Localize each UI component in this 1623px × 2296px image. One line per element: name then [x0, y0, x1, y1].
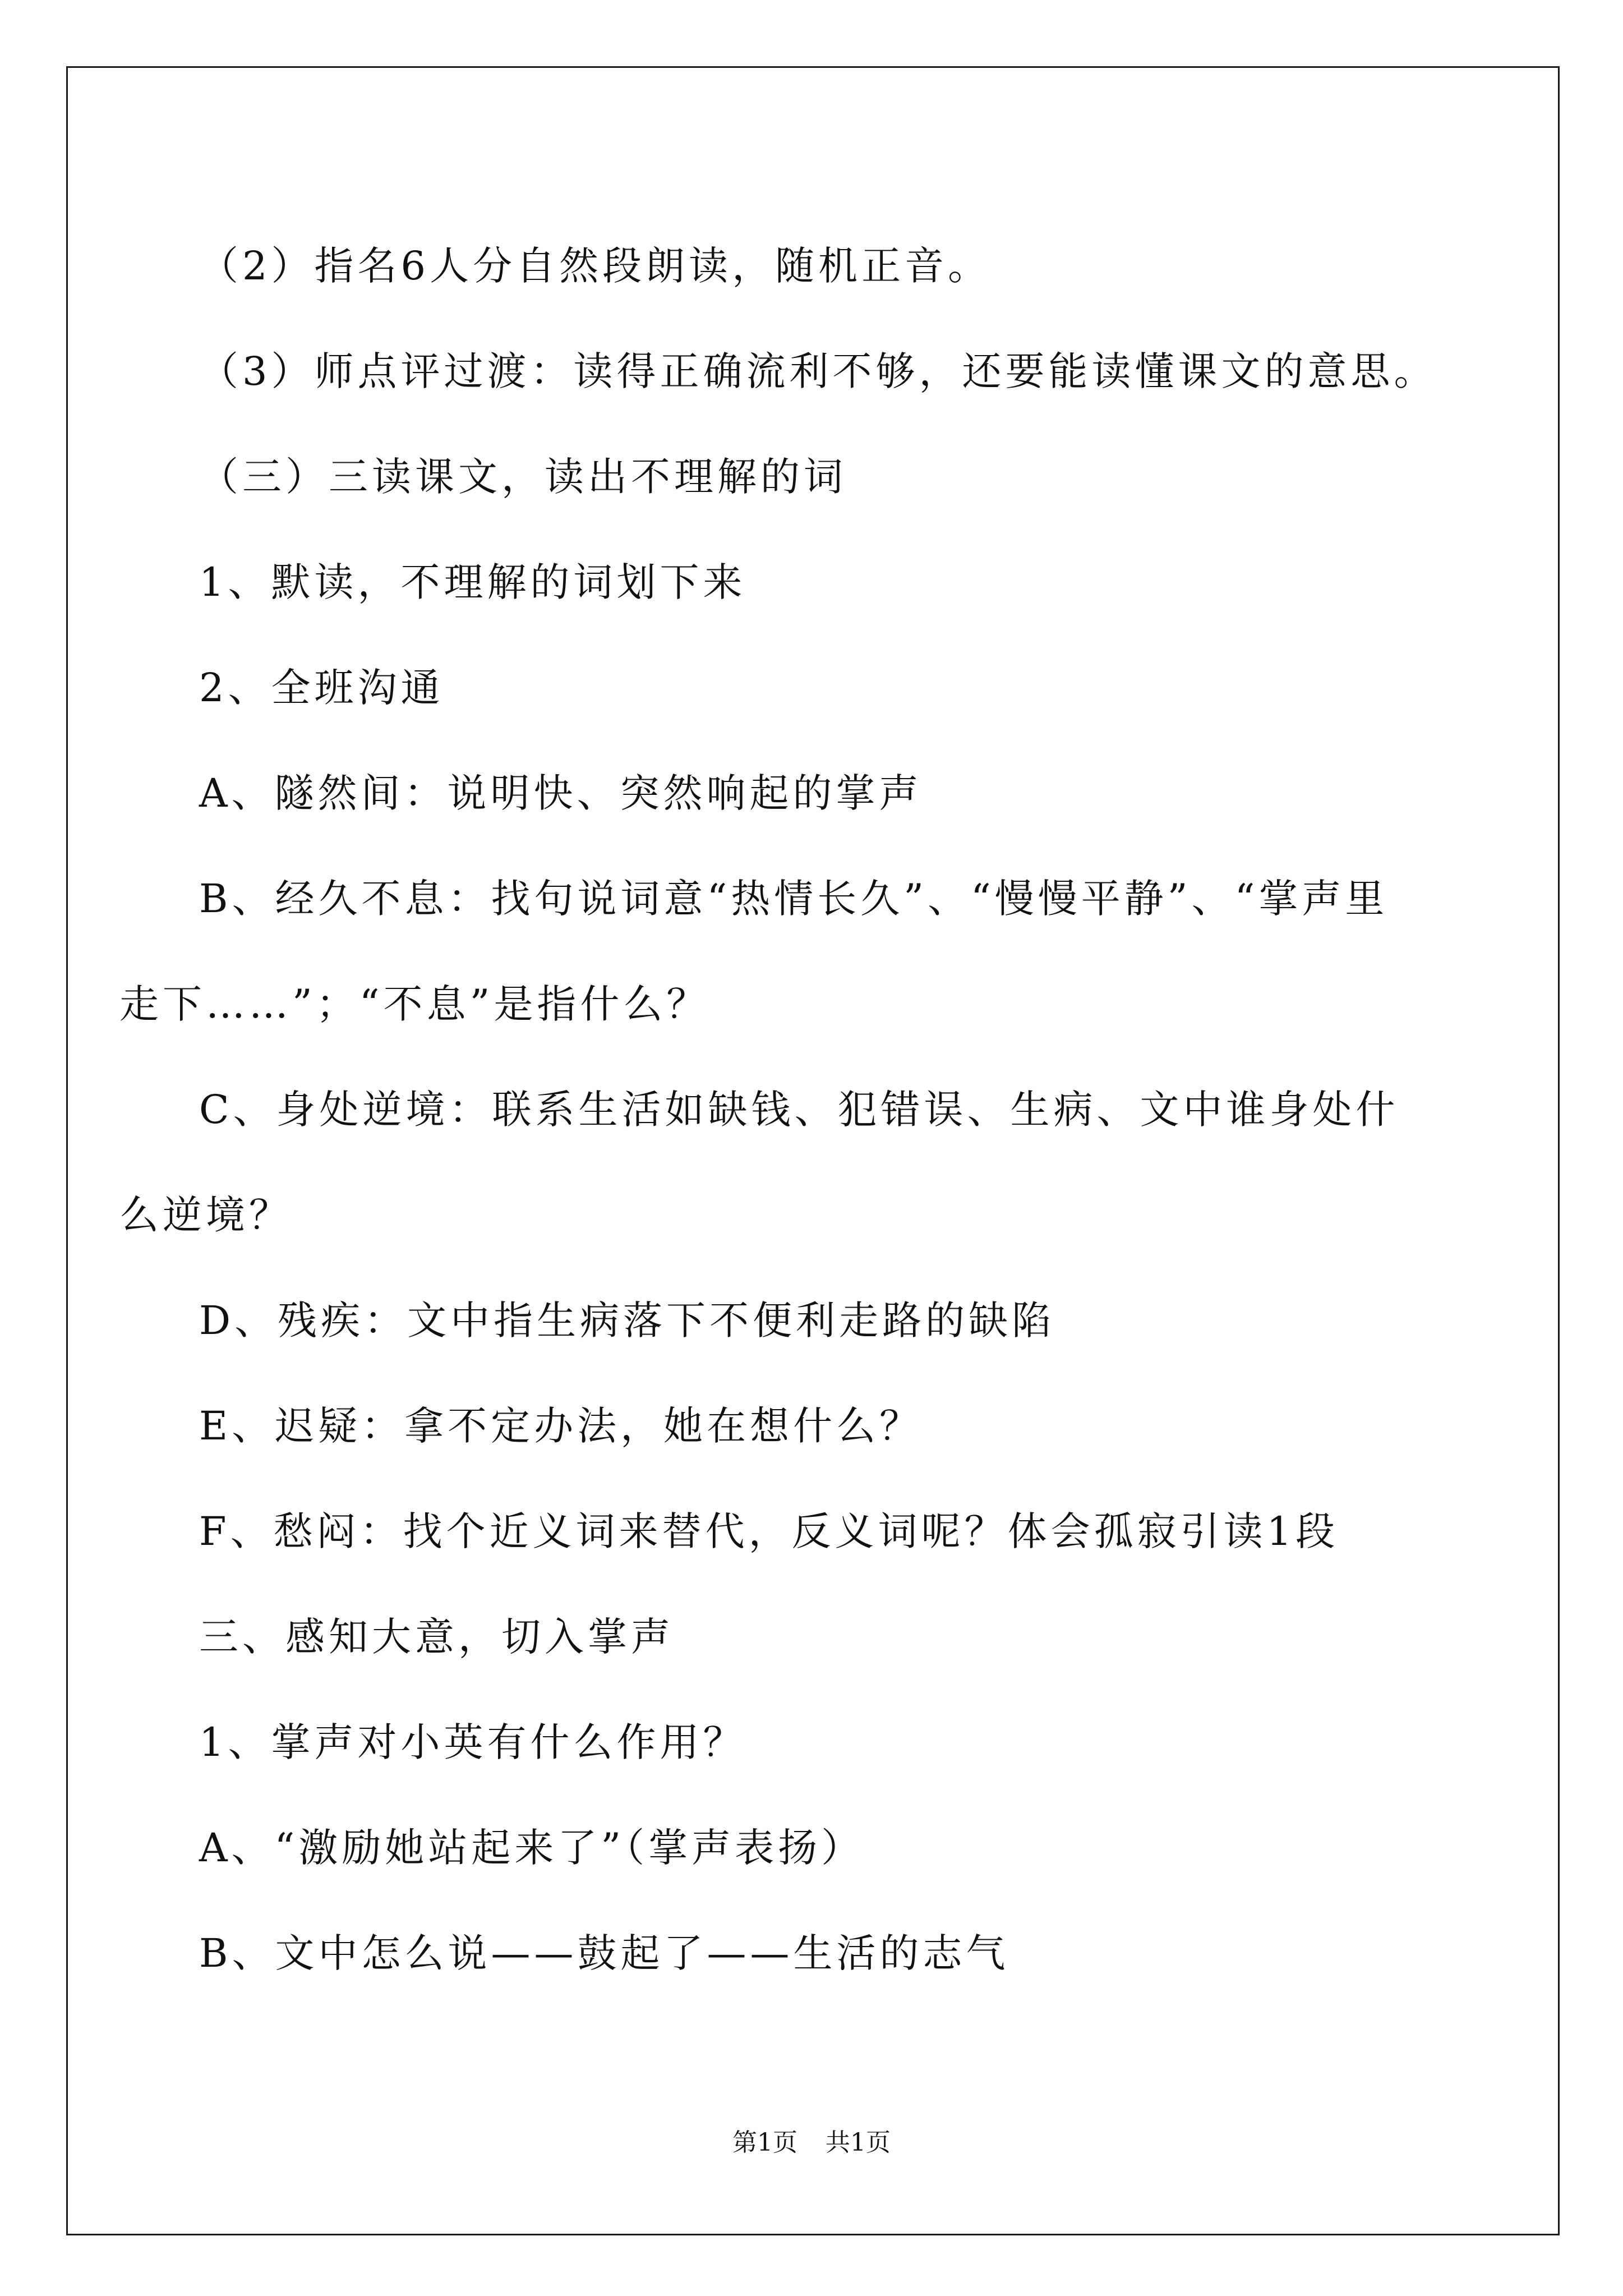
- paragraph: B、经久不息：找句说词意“热情长久”、“慢慢平静”、“掌声里走下……”；“不息”是指什么？: [119, 876, 1389, 1027]
- paragraph: 1、掌声对小英有什么作用？: [199, 1719, 746, 1765]
- paragraph: E、迟疑：拿不定办法，她在想什么？: [199, 1403, 923, 1449]
- paragraph: （3）师点评过渡：读得正确流利不够，还要能读懂课文的意思。: [199, 348, 1437, 394]
- document-body: [119, 213, 1495, 2006]
- page-footer: [0, 2126, 1623, 2160]
- paragraph: 2、全班沟通: [199, 665, 444, 711]
- paragraph: C、身处逆境：联系生活如缺钱、犯错误、生病、文中谁身处什么逆境？: [119, 1087, 1399, 1238]
- paragraph: F、愁闷：找个近义词来替代，反义词呢？体会孤寂引读1段: [199, 1508, 1339, 1554]
- paragraph: B、文中怎么说——鼓起了——生活的志气: [199, 1930, 1009, 1976]
- paragraph: （三）三读课文，读出不理解的词: [199, 454, 847, 500]
- paragraph: A、“激励她站起来了”（掌声表扬）: [199, 1825, 865, 1871]
- paragraph: 1、默读，不理解的词划下来: [199, 559, 746, 605]
- paragraph: D、残疾：文中指生病落下不便利走路的缺陷: [199, 1297, 1055, 1343]
- page-number-total: 共1页: [826, 2128, 891, 2157]
- paragraph: 三、感知大意，切入掌声: [199, 1614, 674, 1660]
- page-number-current: 第1页: [732, 2128, 797, 2157]
- paragraph: （2）指名6人分自然段朗读，随机正音。: [199, 243, 992, 289]
- paragraph: A、隧然间：说明快、突然响起的掌声: [199, 770, 923, 816]
